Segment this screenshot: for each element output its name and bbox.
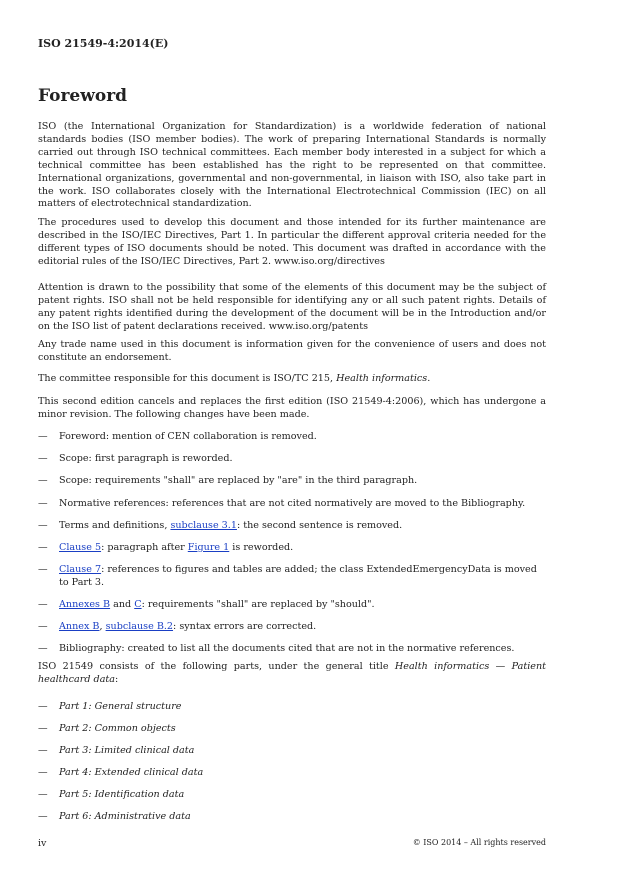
- list-item: [38, 498, 546, 511]
- list-text: Scope: requirements "shall" are replaced by "are" in the third paragraph.: [59, 475, 418, 486]
- dash: —: [38, 475, 48, 486]
- list-text: Bibliography: created to list all the documents cited that are not in the normative references.: [59, 643, 515, 654]
- paragraph: Attention is drawn to the possibility that some of the elements of this document may be the subject of patent rights. ISO shall not be held responsible for identifying any or all such patent rights. Details of any patent rights identified during the development of the document will be in the Introduction and/or on the ISO list of patent declarations received. www.iso.org/patents: [38, 282, 546, 332]
- committee-name: Health informatics.: [336, 373, 431, 384]
- list-text: Normative references: references that are not cited normatively are moved to the Bibliography.: [59, 498, 526, 509]
- list-item: [38, 643, 546, 656]
- part-text: Part 3: Limited clinical data: [59, 745, 195, 756]
- list-text: [59, 564, 546, 590]
- list-item: [38, 431, 546, 444]
- dash: —: [38, 789, 48, 800]
- dash: —: [38, 599, 48, 610]
- text: is reworded.: [229, 542, 294, 553]
- part-text: Part 2: Common objects: [59, 723, 176, 734]
- part-text: Part 4: Extended clinical data: [59, 767, 204, 778]
- text: Terms and definitions,: [59, 520, 171, 531]
- dash: —: [38, 745, 48, 756]
- text: : syntax errors are corrected.: [173, 621, 317, 632]
- part-item: [38, 811, 546, 824]
- edition-paragraph: This second edition cancels and replaces the first edition (ISO 21549-4:2006), which has undergone a minor revision. The following changes have been made.: [38, 396, 546, 420]
- annexes-b-link[interactable]: Annexes B: [59, 599, 111, 610]
- text: and: [110, 599, 135, 610]
- clause-5-link[interactable]: Clause 5: [59, 542, 102, 553]
- list-text: [59, 520, 546, 533]
- document-header: ISO 21549-4:2014(E): [38, 37, 169, 50]
- annex-c-link[interactable]: C: [134, 599, 142, 610]
- text: : paragraph after: [101, 542, 188, 553]
- dash: —: [38, 453, 48, 464]
- copyright: © ISO 2014 – All rights reserved: [412, 838, 546, 847]
- paragraph: Any trade name used in this document is information given for the convenience of users and does not constitute an endorsement.: [38, 339, 546, 363]
- dash: —: [38, 643, 48, 654]
- list-text: Scope: first paragraph is reworded.: [59, 453, 233, 464]
- dash: —: [38, 701, 48, 712]
- text: ,: [99, 621, 106, 632]
- dash: —: [38, 564, 48, 575]
- dash: —: [38, 621, 48, 632]
- dash: —: [38, 520, 48, 531]
- part-text: Part 1: General structure: [59, 701, 182, 712]
- list-item: [38, 621, 546, 634]
- paragraph: The procedures used to develop this document and those intended for its further maintenance are described in the ISO/IEC Directives, Part 1. In particular the different approval criteria needed for the different types of ISO documents should be noted. This document was drafted in accordance with the editorial rules of the ISO/IEC Directives, Part 2. www.iso.org/directives: [38, 217, 546, 267]
- list-text: [59, 542, 546, 555]
- committee-paragraph: [38, 373, 546, 386]
- annex-b-link[interactable]: Annex B: [59, 621, 100, 632]
- text: :: [114, 673, 119, 685]
- clause-7-link[interactable]: Clause 7: [59, 564, 102, 575]
- list-item: [38, 475, 546, 488]
- general-title: Health informatics — Patient healthcard data: [38, 661, 547, 685]
- dash: —: [38, 723, 48, 734]
- part-text: Part 5: Identification data: [59, 789, 185, 800]
- list-item: [38, 520, 546, 533]
- list-item: [38, 599, 546, 612]
- figure-1-link[interactable]: Figure 1: [187, 542, 230, 553]
- list-item: [38, 542, 546, 555]
- parts-intro: [38, 661, 546, 687]
- dash: —: [38, 498, 48, 509]
- list-text: [59, 599, 546, 612]
- text: : references to figures and tables are added; the class ExtendedEmergencyData is moved to Part 3.: [59, 564, 537, 588]
- part-item: [38, 701, 546, 714]
- part-item: [38, 789, 546, 802]
- part-text: Part 6: Administrative data: [59, 811, 191, 822]
- text: : the second sentence is removed.: [236, 520, 403, 531]
- dash: —: [38, 811, 48, 822]
- text: : requirements "shall" are replaced by "should".: [141, 599, 375, 610]
- dash: —: [38, 767, 48, 778]
- part-item: [38, 723, 546, 736]
- committee-text: The committee responsible for this document is ISO/TC 215,: [38, 373, 337, 384]
- list-item: [38, 564, 546, 590]
- part-item: [38, 767, 546, 780]
- list-text: Foreword: mention of CEN collaboration is removed.: [59, 431, 317, 442]
- part-item: [38, 745, 546, 758]
- page-number: iv: [38, 838, 47, 849]
- page-title: Foreword: [38, 86, 128, 106]
- paragraph: ISO (the International Organization for Standardization) is a worldwide federation of national standards bodies (ISO member bodies). The work of preparing International Standards is normally carried out through ISO technical committees. Each member body interested in a subject for which a technical committee has been established has the right to be represented on that committee. International organizations, governmental and non-governmental, in liaison with ISO, also take part in the work. ISO collaborates closely with the International Electrotechnical Commission (IEC) on all matters of electrotechnical standardization.: [38, 121, 546, 210]
- dash: —: [38, 542, 48, 553]
- list-item: [38, 453, 546, 466]
- dash: —: [38, 431, 48, 442]
- subclause-3-1-link[interactable]: subclause 3.1: [170, 520, 237, 531]
- text: ISO 21549 consists of the following parts, under the general title: [38, 661, 395, 672]
- list-text: [59, 621, 546, 634]
- subclause-b-2-link[interactable]: subclause B.2: [105, 621, 174, 632]
